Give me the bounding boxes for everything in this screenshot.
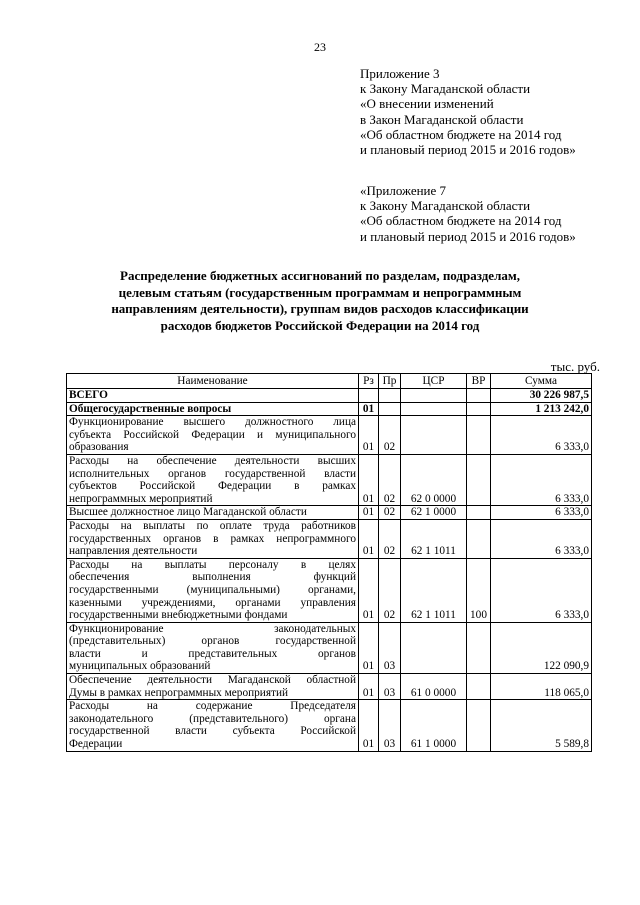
row-sum: 6 333,0	[491, 519, 592, 558]
table-row	[67, 402, 592, 416]
row-name-line: законодательного (представительного) органа	[69, 712, 356, 725]
table-row	[67, 389, 592, 403]
row-sum: 6 333,0	[491, 558, 592, 622]
row-csr: 61 0 0000	[401, 674, 467, 700]
row-name-line: субъекта Российской Федерации и муниципального	[69, 428, 356, 441]
appendix-line: к Закону Магаданской области	[360, 81, 531, 97]
row-sum: 1 213 242,0	[491, 402, 592, 416]
appendix-line: «Об областном бюджете на 2014 год	[360, 126, 562, 142]
row-sum: 118 065,0	[491, 674, 592, 700]
appendix-7-header	[360, 183, 630, 244]
page-number: 23	[314, 40, 326, 54]
row-name	[67, 506, 359, 520]
row-csr: 62 1 1011	[401, 558, 467, 622]
header-name: Наименование	[67, 374, 359, 389]
row-name	[67, 622, 359, 673]
row-sum: 30 226 987,5	[491, 389, 592, 403]
row-name-line: Функционирование законодательных	[69, 622, 356, 635]
row-vr	[467, 416, 491, 455]
document-title	[70, 268, 570, 334]
row-name	[67, 558, 359, 622]
row-rz: 01	[359, 674, 379, 700]
row-name-line: Функционирование высшего должностного лица	[69, 416, 356, 429]
table-header-row	[67, 374, 592, 389]
row-name	[67, 454, 359, 505]
budget-table	[66, 373, 592, 752]
row-csr	[401, 416, 467, 455]
row-name-line: государственными (муниципальными) органами,	[69, 583, 356, 596]
row-name-line: непрограммных мероприятий	[69, 492, 213, 505]
header-vr: ВР	[467, 374, 491, 389]
row-pr	[379, 402, 401, 416]
row-csr	[401, 622, 467, 673]
table-row	[67, 674, 592, 700]
table-row	[67, 519, 592, 558]
row-name-line: образования	[69, 441, 129, 454]
row-name-line: субъектов Российской Федерации в рамках	[69, 480, 356, 493]
table-row	[67, 622, 592, 673]
appendix-line: к Закону Магаданской области	[360, 198, 531, 214]
row-pr: 02	[379, 506, 401, 520]
row-name-line: государственной власти субъекта Российской	[69, 725, 356, 738]
row-name-line: Думы в рамках непрограммных мероприятий	[69, 686, 289, 699]
table-row	[67, 558, 592, 622]
row-name-line: ВСЕГО	[69, 389, 108, 401]
row-sum: 6 333,0	[491, 454, 592, 505]
row-rz: 01	[359, 416, 379, 455]
appendix-line: и плановый период 2015 и 2016 годов»	[360, 142, 576, 158]
row-rz: 01	[359, 506, 379, 520]
row-vr	[467, 674, 491, 700]
row-csr: 62 1 0000	[401, 506, 467, 520]
row-name-line: Высшее должностное лицо Магаданской области	[69, 506, 307, 519]
row-name-line: обеспечения выполнения функций	[69, 571, 356, 584]
header-csr: ЦСР	[401, 374, 467, 389]
row-name-line: (представительных) органов государственной	[69, 635, 356, 648]
appendix-line: и плановый период 2015 и 2016 годов»	[360, 228, 576, 244]
row-vr	[467, 506, 491, 520]
row-name-line: Расходы на выплаты по оплате труда работников	[69, 519, 356, 532]
row-rz: 01	[359, 558, 379, 622]
row-pr: 02	[379, 416, 401, 455]
title-line: расходов бюджетов Российской Федерации на 2014 год	[160, 317, 480, 333]
row-rz: 01	[359, 622, 379, 673]
row-name-line: государственных органов в рамках непрограммного	[69, 532, 356, 545]
appendix-line: в Закон Магаданской области	[360, 111, 524, 127]
row-name-line: Расходы на обеспечение деятельности высших	[69, 454, 356, 467]
table-row	[67, 506, 592, 520]
row-csr	[401, 402, 467, 416]
row-name-line: направления деятельности	[69, 545, 198, 558]
row-vr	[467, 389, 491, 403]
row-name-line: Федерации	[69, 738, 123, 751]
row-pr	[379, 389, 401, 403]
row-name	[67, 416, 359, 455]
row-sum: 6 333,0	[491, 416, 592, 455]
row-name-line: муниципальных образований	[69, 660, 211, 673]
row-name	[67, 402, 359, 416]
appendix-line: Приложение 3	[360, 66, 440, 81]
row-csr: 61 1 0000	[401, 700, 467, 751]
header-rz: Рз	[359, 374, 379, 389]
row-csr: 62 0 0000	[401, 454, 467, 505]
row-sum: 6 333,0	[491, 506, 592, 520]
table-row	[67, 416, 592, 455]
row-name	[67, 674, 359, 700]
header-pr: Пр	[379, 374, 401, 389]
row-name	[67, 519, 359, 558]
row-pr: 02	[379, 519, 401, 558]
row-pr: 02	[379, 454, 401, 505]
table-row	[67, 700, 592, 751]
row-vr	[467, 622, 491, 673]
row-name-line: государственными внебюджетными фондами	[69, 609, 288, 622]
table-row	[67, 454, 592, 505]
row-name-line: власти и представительных органов	[69, 647, 356, 660]
row-rz: 01	[359, 519, 379, 558]
appendix-3-header	[360, 66, 630, 157]
row-sum: 5 589,8	[491, 700, 592, 751]
row-pr: 03	[379, 622, 401, 673]
row-rz: 01	[359, 700, 379, 751]
row-name-line: Общегосударственные вопросы	[69, 402, 232, 415]
header-sum: Сумма	[491, 374, 592, 389]
row-name-line: Обеспечение деятельности Магаданской областной	[69, 674, 356, 687]
row-name-line: казенными учреждениями, органами управления	[69, 596, 356, 609]
row-vr	[467, 519, 491, 558]
row-vr	[467, 454, 491, 505]
title-line: направлениям деятельности), группам видов расходов классификации	[111, 301, 529, 317]
appendix-line: «О внесении изменений	[360, 96, 494, 112]
row-pr: 03	[379, 674, 401, 700]
appendix-line: «Приложение 7	[360, 183, 447, 198]
row-sum: 122 090,9	[491, 622, 592, 673]
row-name	[67, 700, 359, 751]
units-label: тыс. руб.	[550, 359, 600, 374]
row-csr	[401, 389, 467, 403]
row-pr: 02	[379, 558, 401, 622]
row-name-line: Расходы на содержание Председателя	[69, 700, 356, 713]
row-name-line: Расходы на выплаты персоналу в целях	[69, 558, 356, 571]
appendix-line: «Об областном бюджете на 2014 год	[360, 213, 562, 229]
row-rz: 01	[359, 402, 379, 416]
row-name	[67, 389, 359, 403]
title-line: Распределение бюджетных ассигнований по разделам, подразделам,	[120, 268, 520, 283]
row-rz: 01	[359, 454, 379, 505]
row-vr: 100	[467, 558, 491, 622]
title-line: целевым статьям (государственным программам и непрограммным	[118, 284, 522, 300]
row-rz	[359, 389, 379, 403]
row-name-line: исполнительных органов государственной власти	[69, 467, 356, 480]
row-pr: 03	[379, 700, 401, 751]
row-csr: 62 1 1011	[401, 519, 467, 558]
row-vr	[467, 402, 491, 416]
row-vr	[467, 700, 491, 751]
